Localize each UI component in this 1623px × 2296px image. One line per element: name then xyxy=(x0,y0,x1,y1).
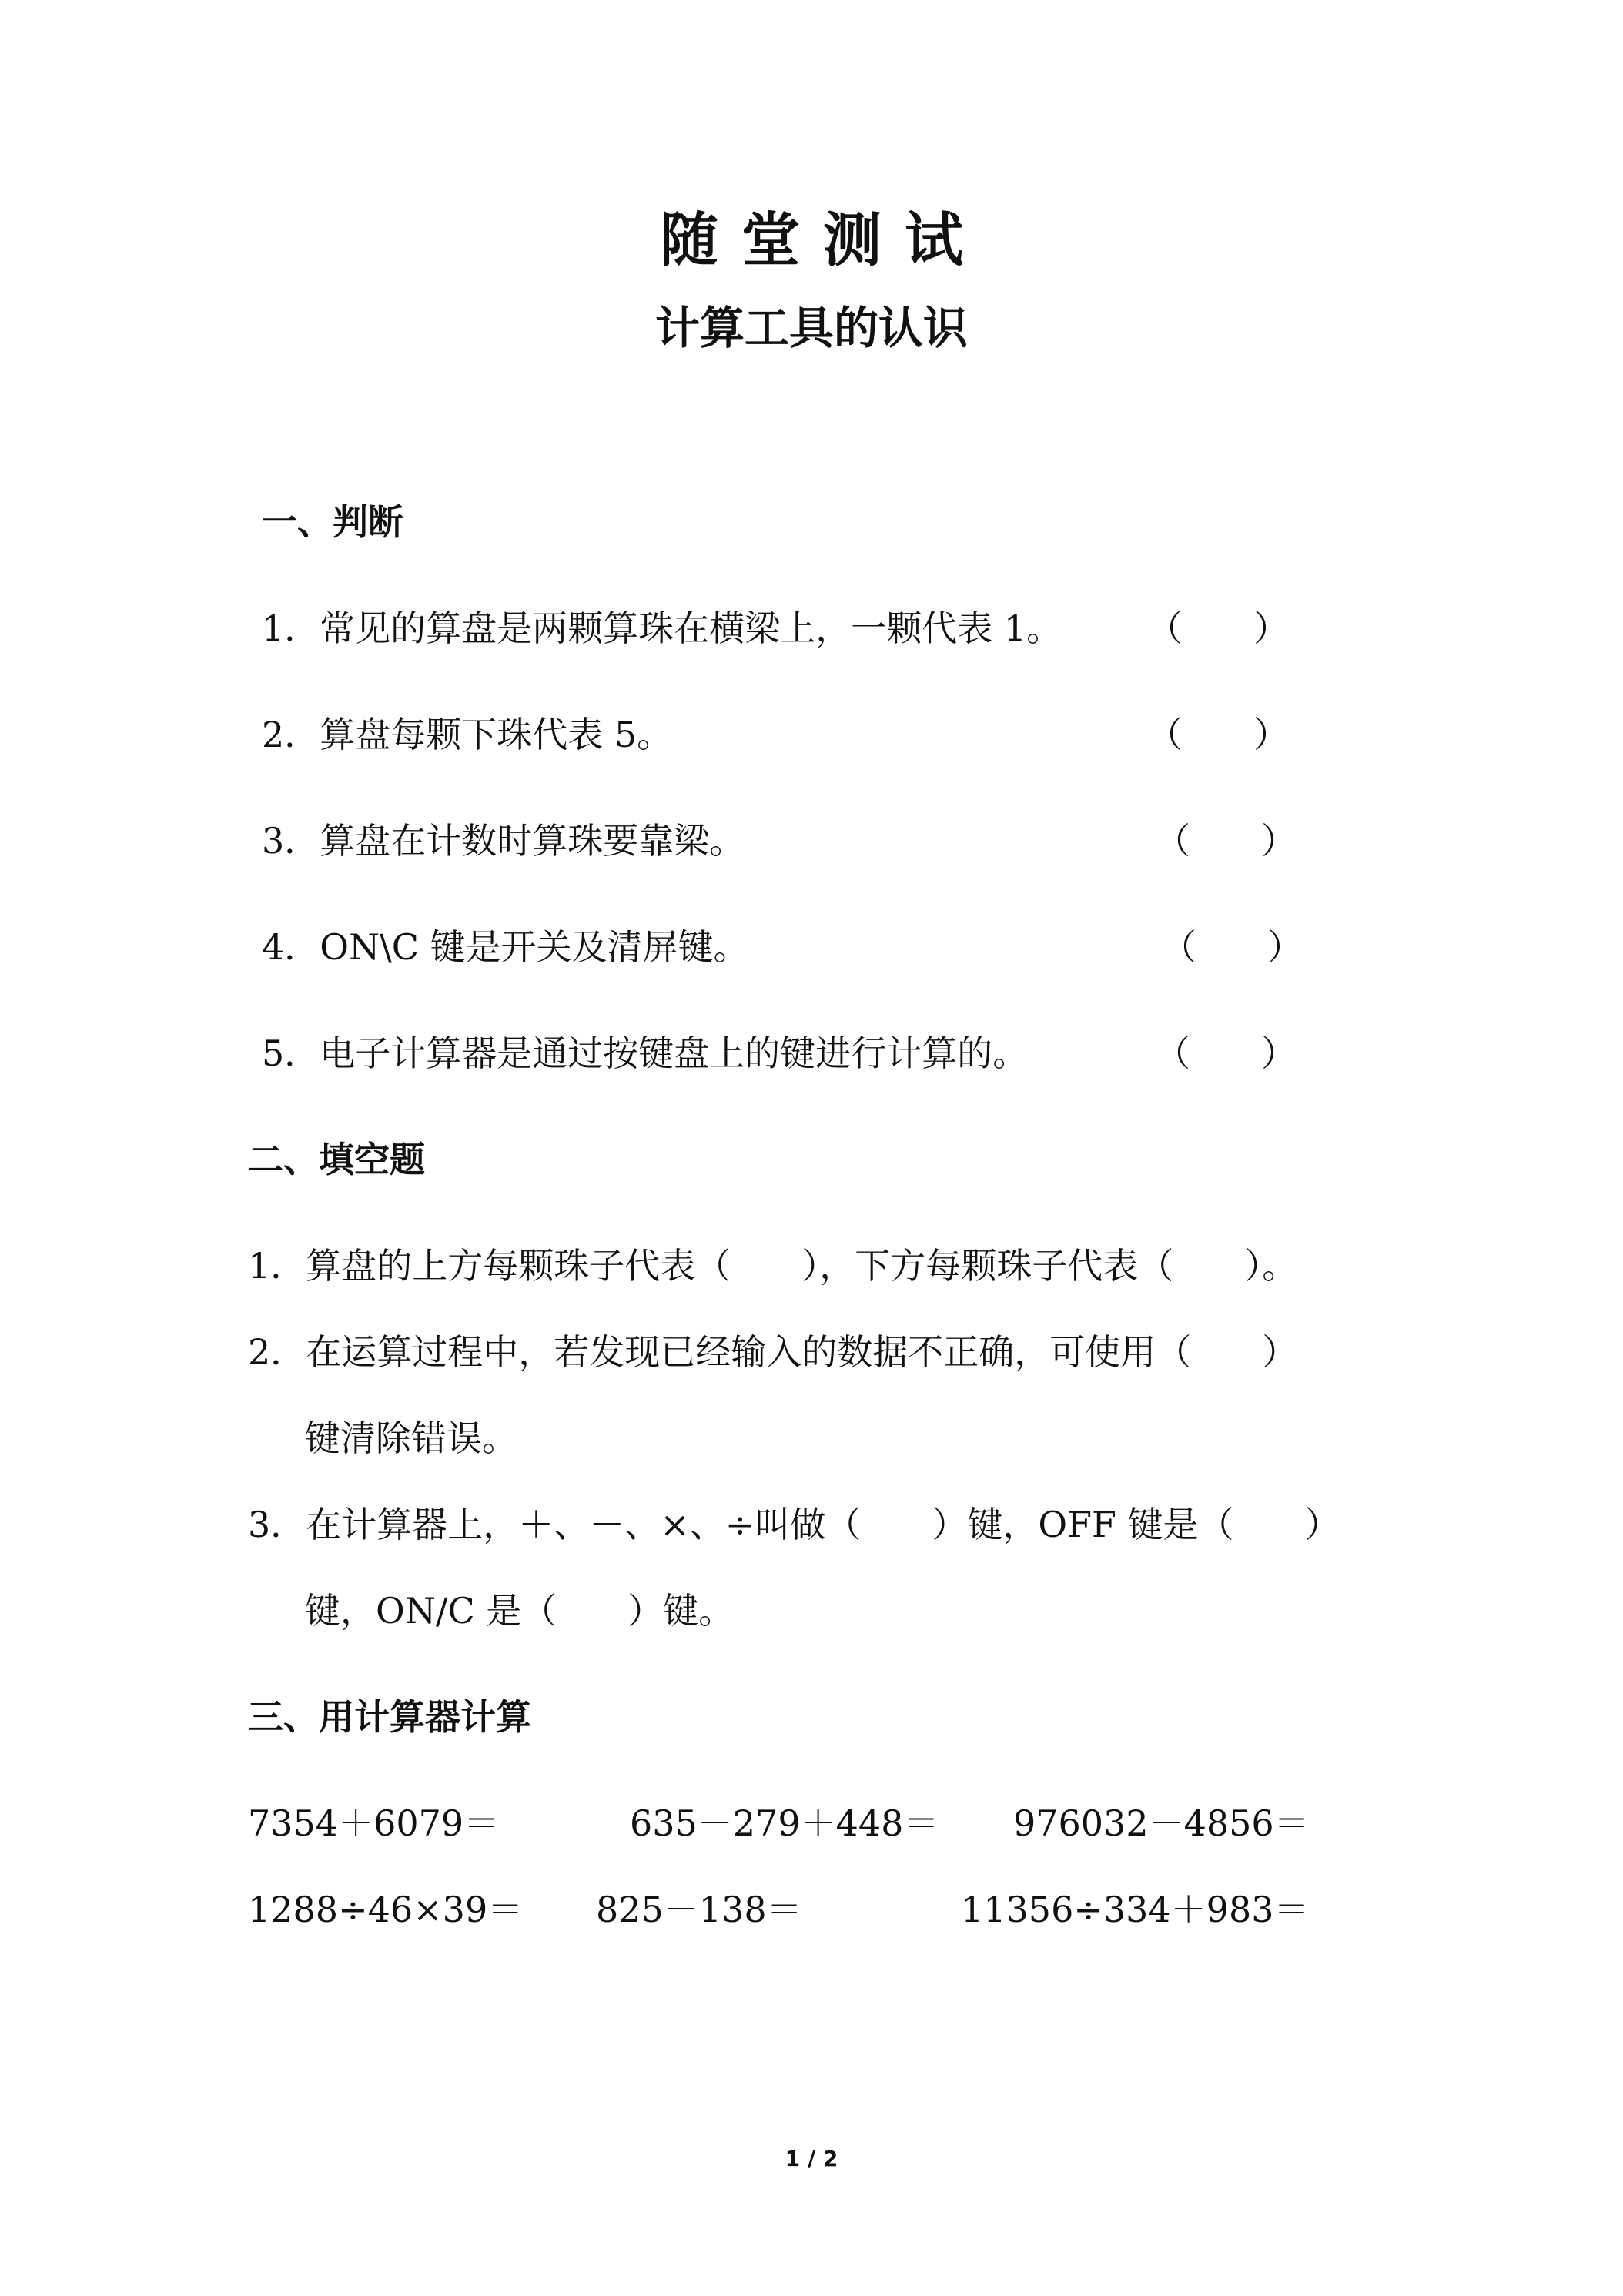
page-title: 随堂测试 xyxy=(660,206,986,274)
fill-blank-line-3-cont: 键，ON/C 是（ ）键。 xyxy=(305,1590,735,1632)
judgement-item-2: 2．算盘每颗下珠代表 5。 xyxy=(262,714,673,755)
fill-blank-line-2: 2．在运算过程中，若发现已经输入的数据不正确，可使用（ ） xyxy=(248,1331,1298,1373)
judgement-item-5: 5．电子计算器是通过按键盘上的键进行计算的。 xyxy=(262,1033,1029,1074)
section-heading-calculator: 三、用计算器计算 xyxy=(248,1696,531,1738)
calc-expression: 825－138＝ xyxy=(596,1889,802,1930)
judgement-item-1: 1．常见的算盘是两颗算珠在横梁上，一颗代表 1。 xyxy=(262,607,1062,649)
judgement-blank-4[interactable]: （ ） xyxy=(1161,926,1303,968)
calc-expression: 976032－4856＝ xyxy=(1013,1802,1310,1844)
fill-blank-line-3: 3．在计算器上，＋、－、×、÷叫做（ ）键，OFF 键是（ ） xyxy=(248,1504,1340,1545)
calc-expression: 635－279＋448＝ xyxy=(630,1802,939,1844)
judgement-item-4: 4．ON\C 键是开关及清屏键。 xyxy=(262,926,749,968)
section-heading-judgement: 一、判断 xyxy=(262,501,403,543)
judgement-item-3: 3．算盘在计数时算珠要靠梁。 xyxy=(262,820,745,862)
calc-expression: 11356÷334＋983＝ xyxy=(961,1889,1310,1930)
section-heading-fill-blank: 二、填空题 xyxy=(248,1139,425,1180)
calc-expression: 1288÷46×39＝ xyxy=(248,1889,524,1930)
judgement-blank-3[interactable]: （ ） xyxy=(1155,820,1297,862)
fill-blank-line-1: 1．算盘的上方每颗珠子代表（ ），下方每颗珠子代表（ ）。 xyxy=(248,1245,1298,1287)
page-number: 1 / 2 xyxy=(785,2146,838,2171)
page-subtitle: 计算工具的认识 xyxy=(654,302,968,354)
judgement-blank-5[interactable]: （ ） xyxy=(1155,1033,1297,1074)
judgement-blank-1[interactable]: （ ） xyxy=(1147,607,1289,649)
calc-expression: 7354＋6079＝ xyxy=(248,1802,500,1844)
judgement-blank-2[interactable]: （ ） xyxy=(1147,714,1289,755)
fill-blank-line-2-cont: 键清除错误。 xyxy=(305,1417,517,1459)
